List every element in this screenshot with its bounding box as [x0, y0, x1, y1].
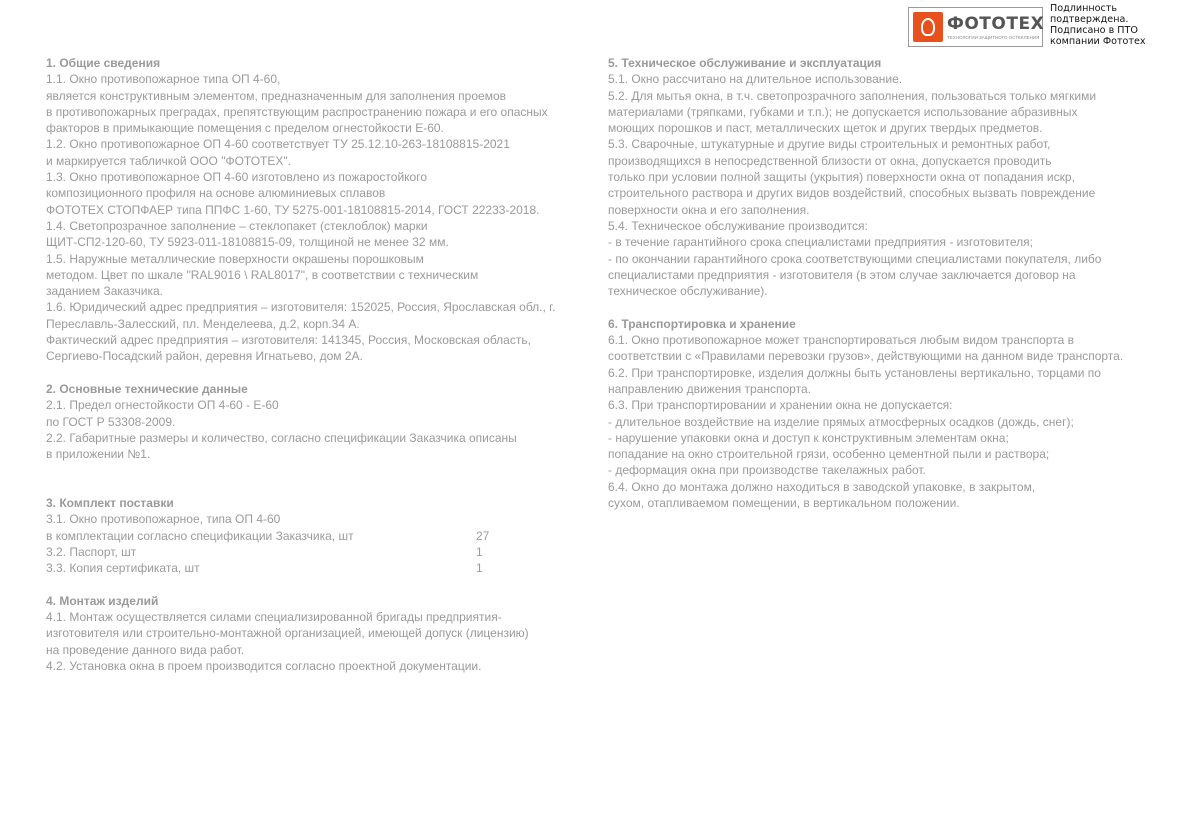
item-label: 3.3. Копия сертификата, шт — [46, 561, 200, 576]
text-line: 1.6. Юридический адрес предприятия – изготовителя: 152025, Россия, Ярославская обл., г. — [46, 300, 556, 315]
text-line: материалами (тряпками, губками и т.п.); не допускается использование абразивных — [608, 104, 1078, 119]
text-line: 6.2. При транспортировке, изделия должны быть установлены вертикально, торцами по — [608, 365, 1101, 380]
item-label: 3.2. Паспорт, шт — [46, 544, 137, 559]
text-line: по ГОСТ Р 53308-2009. — [46, 414, 176, 429]
flame-logo-icon — [913, 12, 943, 42]
text-line: на проведение данного вида работ. — [46, 642, 245, 657]
text-line: 5.2. Для мытья окна, в т.ч. светопрозрачного заполнения, пользоваться только мягкими — [608, 88, 1097, 103]
section-5-body — [608, 71, 1148, 299]
section-4-heading: 4. Монтаж изделий — [46, 593, 159, 608]
text-line: ФОТОТЕХ СТОПФАЕР типа ППФС 1-60, ТУ 5275-001-18108815-2014, ГОСТ 22233-2018. — [46, 202, 540, 217]
section-6-heading: 6. Транспортировка и хранение — [608, 316, 796, 331]
text-line: Сергиево-Посадский район, деревня Игнатьево, дом 2А. — [46, 349, 363, 364]
text-line: 5.4. Техническое обслуживание производится: — [608, 218, 868, 233]
text-line: направлению движения транспорта. — [608, 381, 811, 396]
text-line: 6.1. Окно противопожарное может транспортироваться любым видом транспорта в — [608, 333, 1074, 348]
text-line: 5.1. Окно рассчитано на длительное использование. — [608, 72, 903, 87]
item-quantity: 1 — [476, 544, 483, 559]
note-line: компании Фототех — [1050, 36, 1146, 47]
text-line: поверхности окна и его заполнения. — [608, 202, 810, 217]
note-line: Подлинность — [1050, 3, 1118, 14]
list-item — [46, 544, 586, 560]
text-line: 4.1. Монтаж осуществляется силами специализированной бригады предприятия- — [46, 610, 502, 625]
text-line: является конструктивным элементом, предназначенным для заполнения проемов — [46, 88, 507, 103]
text-line: 2.2. Габаритные размеры и количество, согласно спецификации Заказчика описаны — [46, 430, 517, 445]
item-quantity: 1 — [476, 561, 483, 576]
text-line: в противопожарных преградах, препятствующим распространению пожара и его опасных — [46, 104, 548, 119]
text-line: - длительное воздействие на изделие прямых атмосферных осадков (дождь, снег); — [608, 414, 1074, 429]
text-line: сухом, отапливаемом помещении, в вертикальном положении. — [608, 496, 960, 511]
text-line: Переславль-Залесский, пл. Менделеева, д.2, корп.34 А. — [46, 316, 360, 331]
text-line: и маркируется табличкой ООО "ФОТОТЕХ". — [46, 153, 291, 168]
note-line: подтверждена. — [1050, 14, 1129, 25]
list-item — [46, 560, 586, 576]
section-1-heading: 1. Общие сведения — [46, 56, 161, 70]
text-line: - нарушение упаковки окна и доступ к конструктивным элементам окна; — [608, 430, 1009, 445]
text-line: производящихся в непосредственной близости от окна, допускается проводить — [608, 153, 1052, 168]
authenticity-note — [1050, 3, 1146, 47]
text-line: в приложении №1. — [46, 447, 151, 462]
text-line: соответствии с «Правилами перевозки грузов», действующими на данном виде транспорта. — [608, 349, 1124, 364]
text-line: - в течение гарантийного срока специалистами предприятия - изготовителя; — [608, 235, 1033, 250]
section-3-rows — [46, 528, 586, 577]
text-line: изготовителя или строительно-монтажной организацией, имеющей допуск (лицензию) — [46, 626, 529, 641]
text-line: 1.2. Окно противопожарное ОП 4-60 соответствует ТУ 25.12.10-263-18108815-2021 — [46, 137, 510, 152]
text-line: 4.2. Установка окна в проем производится согласно проектной документации. — [46, 658, 482, 673]
text-line: 1.4. Светопрозрачное заполнение – стеклопакет (стеклоблок) марки — [46, 218, 428, 233]
section-1-body — [46, 71, 586, 364]
text-line: только при условии полной защиты (укрытия) поверхности окна от попадания искр, — [608, 170, 1075, 185]
text-line: - по окончании гарантийного срока соответствующими специалистами покупателя, либо — [608, 251, 1102, 266]
logo-text: ФОТОТЕХ — [947, 14, 1045, 34]
text-line: 1.5. Наружные металлические поверхности окрашены порошковым — [46, 251, 424, 266]
text-line: - деформация окна при производстве такелажных работ. — [608, 463, 926, 478]
text-line: 6.4. Окно до монтажа должно находиться в заводской упаковке, в закрытом, — [608, 479, 1036, 494]
logo-subtitle: ТЕХНОЛОГИИ ЗАЩИТНОГО ОСТЕКЛЕНИЯ — [947, 35, 1040, 40]
section-4-body — [46, 609, 586, 674]
text-line: техническое обслуживание). — [608, 284, 768, 299]
text-line: заданием Заказчика. — [46, 284, 163, 299]
section-3-heading: 3. Комплект поставки — [46, 496, 174, 511]
list-item — [46, 528, 586, 544]
section-3-line: 3.1. Окно противопожарное, типа ОП 4-60 — [46, 512, 281, 527]
text-line: 5.3. Сварочные, штукатурные и другие виды строительных и ремонтных работ, — [608, 137, 1051, 152]
text-line: 1.3. Окно противопожарное ОП 4-60 изготовлено из пожаростойкого — [46, 170, 428, 185]
section-2-heading: 2. Основные технические данные — [46, 381, 248, 396]
right-column — [608, 55, 1148, 511]
text-line: 2.1. Предел огнестойкости ОП 4-60 - Е-60 — [46, 398, 279, 413]
text-line: факторов в примыкающие помещения с пределом огнестойкости Е-60. — [46, 121, 444, 136]
company-logo-stamp — [908, 7, 1043, 47]
text-line: специалистами предприятия - изготовителя (в этом случае заключается договор на — [608, 267, 1076, 282]
text-line: 1.1. Окно противопожарное типа ОП 4-60, — [46, 72, 281, 87]
section-5-heading: 5. Техническое обслуживание и эксплуатация — [608, 56, 882, 70]
note-line: Подписано в ПТО — [1050, 25, 1138, 36]
item-label: в комплектации согласно спецификации Заказчика, шт — [46, 528, 354, 543]
text-line: попадание на окно строительной грязи, особенно цементной пыли и раствора; — [608, 447, 1050, 462]
item-quantity: 27 — [476, 528, 490, 543]
left-column — [46, 55, 586, 674]
text-line: методом. Цвет по шкале "RAL9016 \ RAL8017", в соответствии с техническим — [46, 267, 479, 282]
section-2-body — [46, 397, 586, 462]
text-line: композиционного профиля на основе алюминиевых сплавов — [46, 186, 386, 201]
text-line: 6.3. При транспортировании и хранении окна не допускается: — [608, 398, 953, 413]
text-line: строительного раствора и других видов воздействий, способных вызвать повреждение — [608, 186, 1096, 201]
text-line: моющих порошков и паст, металлических щеток и других твердых предметов. — [608, 121, 1043, 136]
text-line: Фактический адрес предприятия – изготовителя: 141345, Россия, Московская область, — [46, 333, 531, 348]
text-line: ЩИТ-СП2-120-60, ТУ 5923-011-18108815-09, толщиной не менее 32 мм. — [46, 235, 449, 250]
section-6-body — [608, 332, 1148, 511]
